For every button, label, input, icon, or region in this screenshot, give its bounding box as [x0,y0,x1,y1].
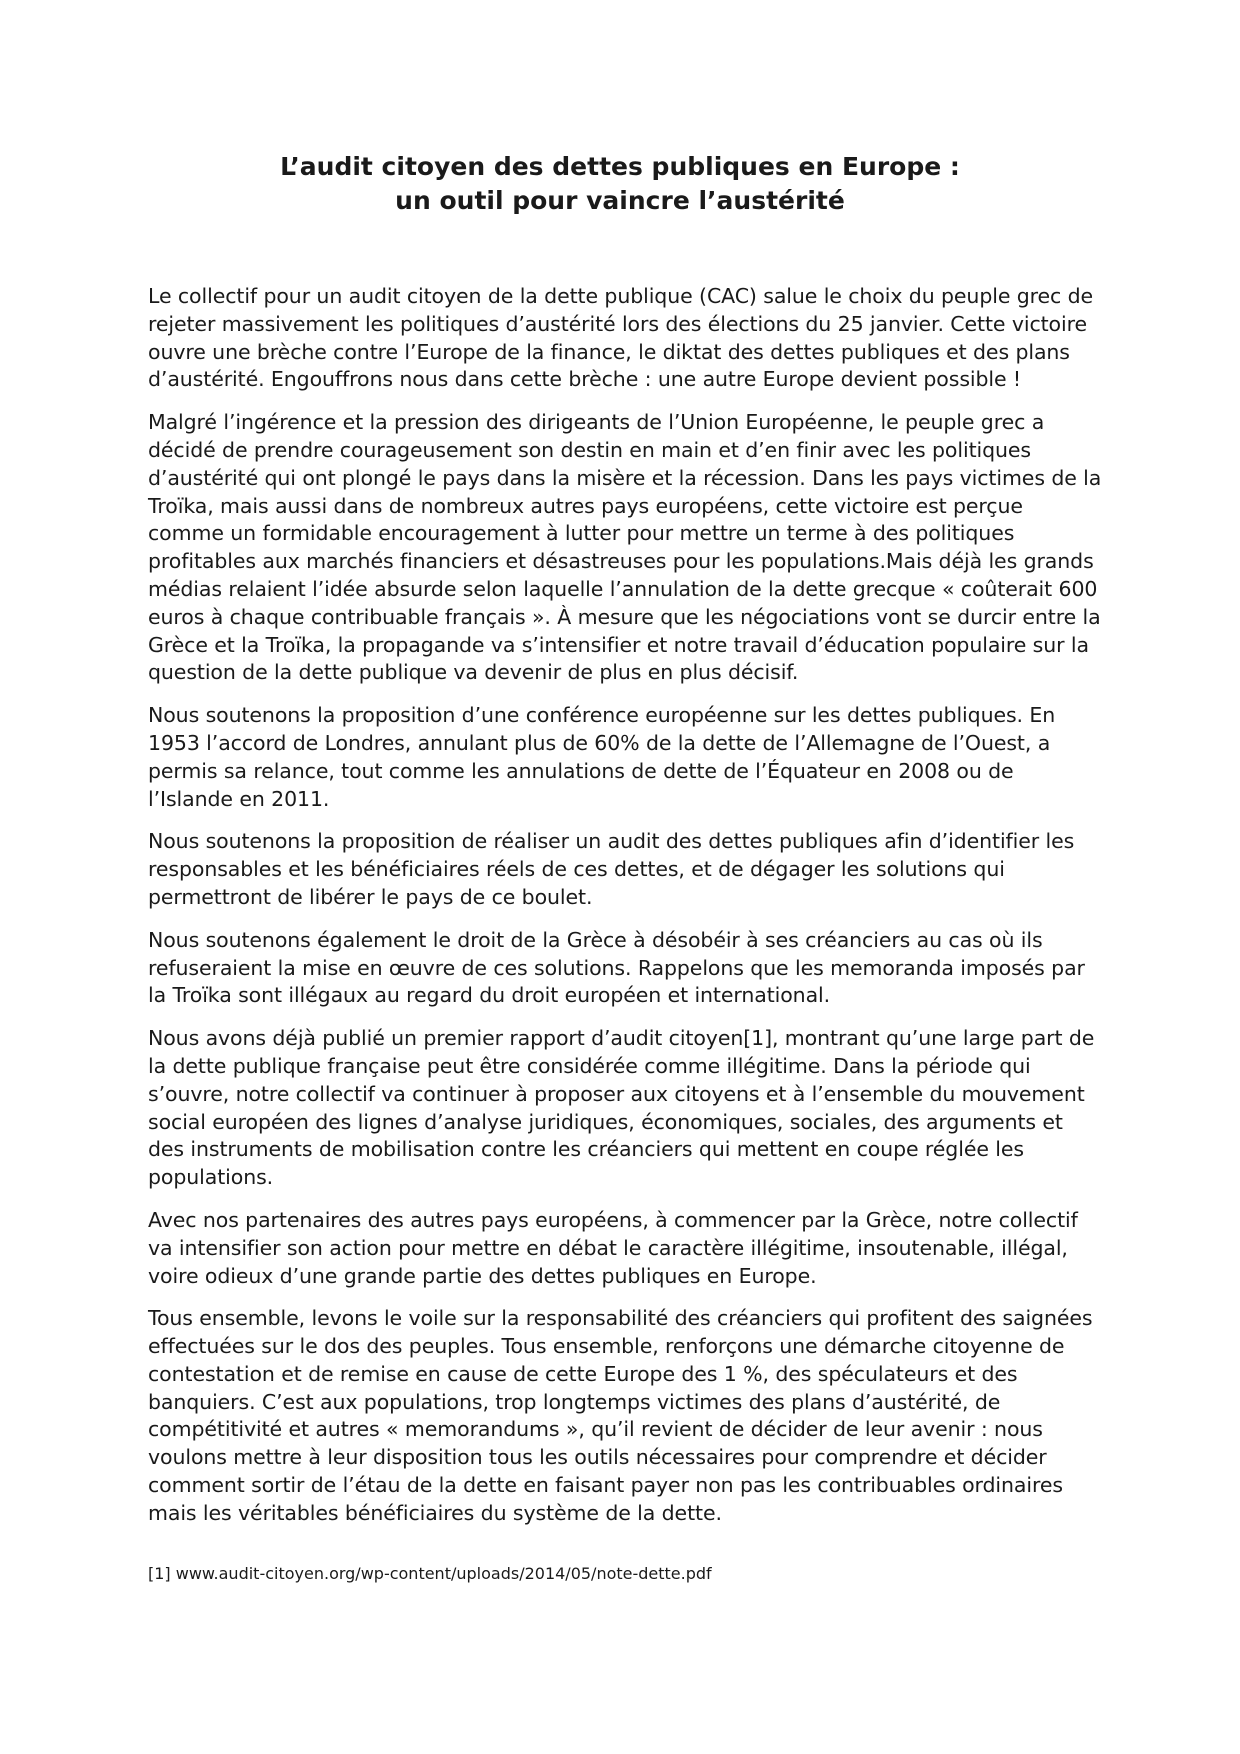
footnote: [1] www.audit-citoyen.org/wp-content/uploads/2014/05/note-dette.pdf [148,1564,712,1583]
paragraph-2: Malgré l’ingérence et la pression des dirigeants de l’Union Européenne, le peuple grec a décidé de prendre courageusement son destin en main et d’en finir avec les politiques d’austérité qui ont plongé le pays dans la misère et la récession. Dans les pays victimes de la Troïka, mais aussi dans de nombreux autres pays européens, cette victoire est perçue comme un formidable encouragement à lutter pour mettre un terme à des politiques profitables aux marchés financiers et désastreuses pour les populations.Mais déjà les grands médias relaient l’idée absurde selon laquelle l’annulation de la dette grecque « coûterait 600 euros à chaque contribuable français ». À mesure que les négociations vont se durcir entre la Grèce et la Troïka, la propagande va s’intensifier et notre travail d’éducation populaire sur la question de la dette publique va devenir de plus en plus décisif. [148,410,1102,685]
title-line-1: L’audit citoyen des dettes publiques en Europe : [280,152,960,181]
paragraph-4: Nous soutenons la proposition de réaliser un audit des dettes publiques afin d’identifier les responsables et les bénéficiaires réels de ces dettes, et de dégager les solutions qui permettront de libérer le pays de ce boulet. [148,829,1075,909]
paragraph-1: Le collectif pour un audit citoyen de la dette publique (CAC) salue le choix du peuple grec de rejeter massivement les politiques d’austérité lors des élections du 25 janvier. Cette victoire ouvre une brèche contre l’Europe de la finance, le diktat des dettes publiques et des plans d’austérité. Engouffrons nous dans cette brèche : une autre Europe devient possible ! [148,284,1094,392]
paragraph-7: Avec nos partenaires des autres pays européens, à commencer par la Grèce, notre collectif va intensifier son action pour mettre en débat le caractère illégitime, insoutenable, illégal, voire odieux d’une grande partie des dettes publiques en Europe. [148,1207,1078,1288]
paragraph-6: Nous avons déjà publié un premier rapport d’audit citoyen[1], montrant qu’une large part de la dette publique française peut être considérée comme illégitime. Dans la période qui s’ouvre, notre collectif va continuer à proposer aux citoyens et à l’ensemble du mouvement social européen des lignes d’analyse juridiques, économiques, sociales, des arguments et des instruments de mobilisation contre les créanciers qui mettent en coupe réglée les populations. [148,1026,1095,1190]
document-body [148,283,1103,1543]
paragraph-3: Nous soutenons la proposition d’une conférence européenne sur les dettes publiques. En 1953 l’accord de Londres, annulant plus de 60% de la dette de l’Allemagne de l’Ouest, a permis sa relance, tout comme les annulations de dette de l’Équateur en 2008 ou de l’Islande en 2011. [148,703,1056,811]
title-line-2: un outil pour vaincre l’austérité [395,186,845,215]
document-title [150,150,1090,218]
paragraph-8: Tous ensemble, levons le voile sur la responsabilité des créanciers qui profitent des saignées effectuées sur le dos des peuples. Tous ensemble, renforçons une démarche citoyenne de contestation et de remise en cause de cette Europe des 1 %, des spéculateurs et des banquiers. C’est aux populations, trop longtemps victimes des plans d’austérité, de compétitivité et autres « memorandums », qu’il revient de décider de leur avenir : nous voulons mettre à leur disposition tous les outils nécessaires pour comprendre et décider comment sortir de l’étau de la dette en faisant payer non pas les contribuables ordinaires mais les véritables bénéficiaires du système de la dette. [148,1306,1093,1525]
paragraph-5: Nous soutenons également le droit de la Grèce à désobéir à ses créanciers au cas où ils refuseraient la mise en œuvre de ces solutions. Rappelons que les memoranda imposés par la Troïka sont illégaux au regard du droit européen et international. [148,927,1085,1008]
